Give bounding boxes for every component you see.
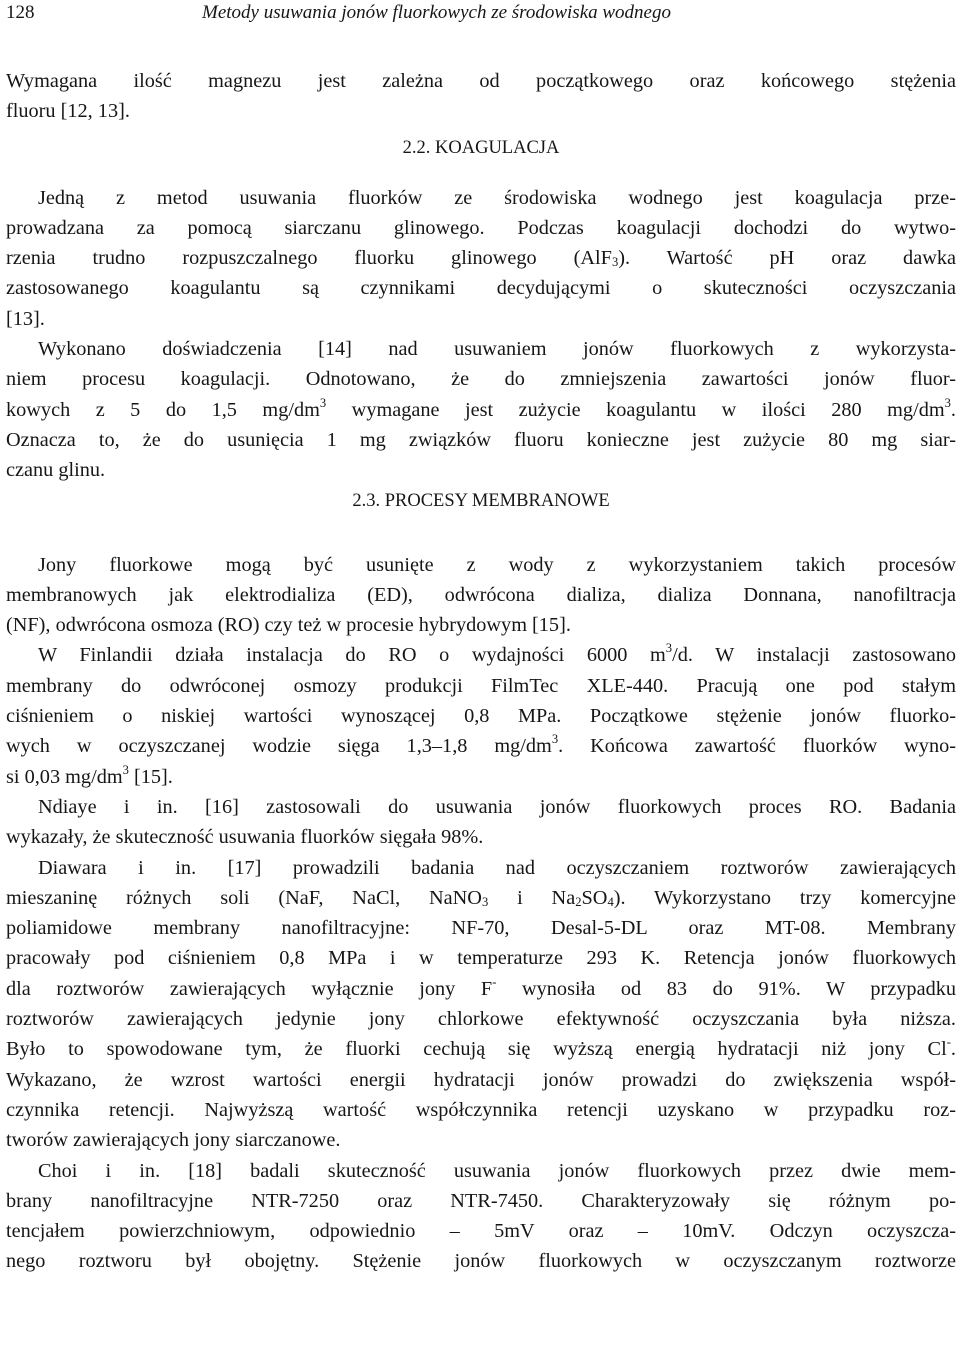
text-span: wych w oczyszczanej wodzie sięga 1,3–1,8 mg/dm: [6, 735, 552, 758]
text-line: Jedną z metod usuwania fluorków ze środowiska wodnego jest koagulacja prze-: [38, 186, 956, 209]
text-line: Oznacza to, że do usunięcia 1 mg związków fluoru konieczne jest zużycie 80 mg siar-: [6, 428, 956, 451]
text-line: Wykonano doświadczenia [14] nad usuwaniem jonów fluorkowych z wykorzysta-: [38, 338, 956, 361]
paragraph-koagulacja-1: [6, 183, 956, 334]
text-line: tencjałem powierzchniowym, odpowiednio – 5mV oraz – 10mV. Odczyn oczyszcza-: [6, 1220, 956, 1243]
subscript: 3: [611, 255, 619, 270]
text-line: niem procesu koagulacji. Odnotowano, że do zmniejszenia zawartości jonów fluor-: [6, 368, 956, 391]
text-line: Choi i in. [18] badali skuteczność usuwania jonów fluorkowych przez dwie mem-: [38, 1159, 956, 1182]
text-span: /d. W instalacji zastosowano: [672, 644, 956, 667]
text-line: [6, 640, 956, 670]
page-number: 128: [6, 2, 35, 23]
text-line: wykazały, że skuteczność usuwania fluorków sięgała 98%.: [6, 826, 484, 849]
paragraph-koagulacja-2: [6, 334, 956, 485]
running-title: Metody usuwania jonów fluorkowych ze środowiska wodnego: [202, 2, 671, 23]
superscript: 3: [319, 395, 327, 410]
text-span: wynosiła od 83 do 91%. W przypadku: [496, 977, 956, 1000]
text-line: membrany do odwróconej osmozy produkcji FilmTec XLE-440. Pracują one pod stałym: [6, 674, 956, 697]
text-line: [6, 395, 956, 425]
text-line: [6, 883, 956, 913]
text-line: Jony fluorkowe mogą być usunięte z wody z wykorzystaniem takich procesów: [38, 553, 956, 576]
text-span: i Na: [488, 886, 576, 909]
text-line: nego roztworu był obojętny. Stężenie jonów fluorkowych w oczyszczanym roztworze: [6, 1250, 956, 1273]
text-span: [15].: [128, 765, 173, 788]
text-line: brany nanofiltracyjne NTR-7250 oraz NTR-7450. Charakteryzowały się różnym po-: [6, 1189, 956, 1212]
text-span: dla roztworów zawierających wyłącznie jony F: [6, 977, 493, 1000]
paragraph-membranowe-4: [6, 853, 956, 1156]
text-span: si 0,03 mg/dm: [6, 765, 123, 788]
subscript: 2: [575, 894, 582, 909]
text-span: SO: [581, 886, 608, 909]
text-line: Wykazano, że wzrost wartości energii hydratacji jonów prowadzi do zwiększenia współ-: [6, 1068, 956, 1091]
text-line: [6, 731, 956, 761]
text-span: ). Wykorzystano trzy komercyjne: [613, 886, 956, 909]
text-span: ). Wartość pH oraz dawka: [618, 247, 956, 270]
text-line: ciśnieniem o niskiej wartości wynoszącej 0,8 MPa. Początkowe stężenie jonów fluorko-: [6, 705, 956, 728]
superscript: 3: [551, 732, 559, 747]
text-line: fluoru [12, 13].: [6, 100, 130, 123]
text-line: tworów zawierających jony siarczanowe.: [6, 1129, 341, 1152]
text-span: .: [950, 398, 956, 421]
superscript: 3: [665, 641, 673, 656]
text-line: Diawara i in. [17] prowadzili badania nad oczyszczaniem roztworów zawierających: [38, 856, 956, 879]
text-line: czynnika retencji. Najwyższą wartość współczynnika retencji uzyskano w przypadku roz-: [6, 1098, 956, 1121]
text-span: Było to spowodowane tym, że fluorki cechują się wyższą energią hydratacji niż jony Cl: [6, 1038, 947, 1061]
text-span: W Finlandii działa instalacja do RO o wydajności 6000 m: [38, 644, 666, 667]
paragraph-intro: [6, 66, 956, 127]
text-line: [6, 1034, 956, 1064]
text-line: [13].: [6, 307, 45, 330]
text-span: wymagane jest zużycie koagulantu w ilości 280 mg/dm: [326, 398, 945, 421]
text-line: zastosowanego koagulantu są czynnikami decydującymi o skuteczności oczyszczania: [6, 277, 956, 300]
subscript: 3: [481, 894, 489, 909]
paragraph-membranowe-1: [6, 550, 956, 641]
page-header: [6, 0, 956, 30]
document-page: [6, 0, 956, 1277]
paragraph-membranowe-3: [6, 792, 956, 853]
text-line: roztworów zawierających jedynie jony chlorkowe efektywność oczyszczania była niższa.: [6, 1008, 956, 1031]
text-line: (NF), odwrócona osmoza (RO) czy też w procesie hybrydowym [15].: [6, 614, 571, 637]
text-span: .: [950, 1038, 956, 1061]
text-line: [6, 974, 956, 1004]
text-line: [6, 243, 956, 273]
text-line: czanu glinu.: [6, 459, 106, 482]
superscript: 3: [944, 395, 951, 410]
section-heading-membranowe: 2.3. PROCESY MEMBRANOWE: [352, 490, 610, 511]
text-span: kowych z 5 do 1,5 mg/dm: [6, 398, 320, 421]
text-line: Ndiaye i in. [16] zastosowali do usuwania jonów fluorkowych proces RO. Badania: [38, 795, 956, 818]
paragraph-membranowe-5: [6, 1156, 956, 1277]
text-line: poliamidowe membrany nanofiltracyjne: NF-70, Desal-5-DL oraz MT-08. Membrany: [6, 917, 956, 940]
text-line: Wymagana ilość magnezu jest zależna od początkowego oraz końcowego stężenia: [6, 70, 956, 92]
superscript: 3: [122, 762, 129, 777]
superscript: -: [492, 974, 497, 989]
text-line: pracowały pod ciśnieniem 0,8 MPa i w temperaturze 293 K. Retencja jonów fluorkowych: [6, 947, 956, 970]
text-line: [6, 762, 956, 792]
text-span: mieszaninę różnych soli (NaF, NaCl, NaNO: [6, 886, 482, 909]
subscript: 4: [607, 894, 614, 909]
text-line: membranowych jak elektrodializa (ED), odwrócona dializa, dializa Donnana, nanofiltracja: [6, 583, 956, 606]
text-span: rzenia trudno rozpuszczalnego fluorku glinowego (AlF: [6, 247, 612, 270]
text-line: prowadzana za pomocą siarczanu glinowego. Podczas koagulacji dochodzi do wytwo-: [6, 216, 956, 239]
paragraph-membranowe-2: [6, 640, 956, 791]
superscript: -: [946, 1035, 951, 1050]
text-span: . Końcowa zawartość fluorków wyno-: [558, 735, 956, 758]
section-heading-koagulacja: 2.2. KOAGULACJA: [402, 137, 560, 158]
